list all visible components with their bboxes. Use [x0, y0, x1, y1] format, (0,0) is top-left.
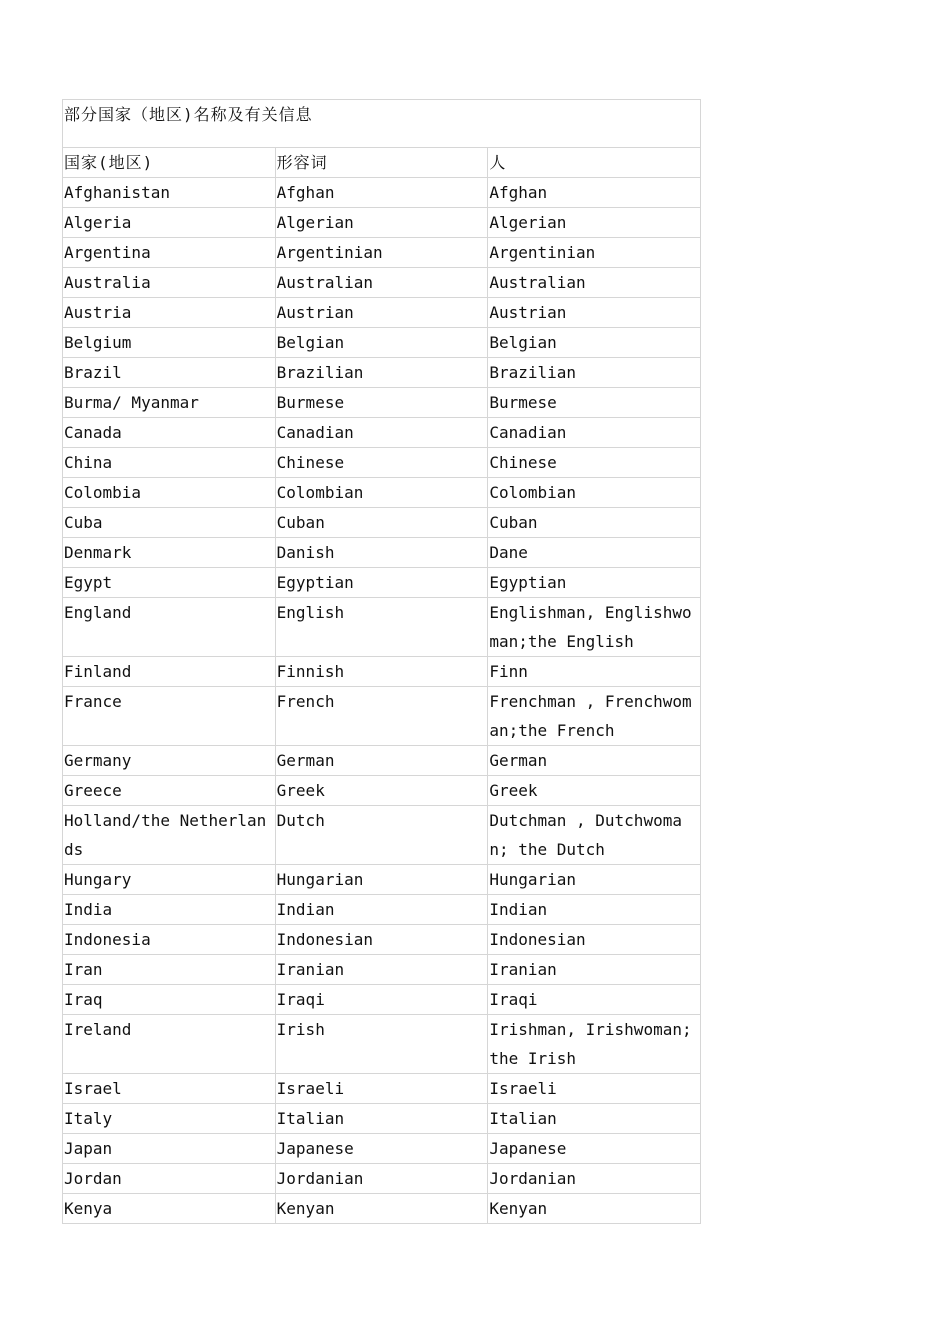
country-cell: Germany	[63, 746, 276, 776]
table-row	[63, 1104, 701, 1134]
adjective-cell: Danish	[275, 538, 488, 568]
table-row	[63, 418, 701, 448]
adjective-cell: Argentinian	[275, 238, 488, 268]
adjective-cell: Jordanian	[275, 1164, 488, 1194]
adjective-cell: Chinese	[275, 448, 488, 478]
adjective-cell: Indonesian	[275, 925, 488, 955]
table-row	[63, 478, 701, 508]
adjective-cell: Algerian	[275, 208, 488, 238]
country-cell: Greece	[63, 776, 276, 806]
country-cell: Finland	[63, 657, 276, 687]
table-row	[63, 955, 701, 985]
country-cell: Italy	[63, 1104, 276, 1134]
country-cell: Holland/the Netherlands	[63, 806, 276, 865]
table-row	[63, 1134, 701, 1164]
adjective-cell: French	[275, 687, 488, 746]
person-cell: Italian	[488, 1104, 701, 1134]
adjective-cell: Austrian	[275, 298, 488, 328]
table-row	[63, 178, 701, 208]
header-row	[63, 148, 701, 178]
person-cell: Austrian	[488, 298, 701, 328]
table-row	[63, 358, 701, 388]
table-row	[63, 268, 701, 298]
person-cell: Cuban	[488, 508, 701, 538]
table-row	[63, 328, 701, 358]
adjective-cell: Cuban	[275, 508, 488, 538]
country-cell: China	[63, 448, 276, 478]
country-cell: France	[63, 687, 276, 746]
person-cell: Irishman, Irishwoman; the Irish	[488, 1015, 701, 1074]
person-cell: Hungarian	[488, 865, 701, 895]
adjective-cell: Iranian	[275, 955, 488, 985]
person-cell: Jordanian	[488, 1164, 701, 1194]
person-cell: Belgian	[488, 328, 701, 358]
person-cell: Japanese	[488, 1134, 701, 1164]
person-cell: Iraqi	[488, 985, 701, 1015]
country-cell: Israel	[63, 1074, 276, 1104]
table-row	[63, 806, 701, 865]
person-cell: Algerian	[488, 208, 701, 238]
adjective-cell: Dutch	[275, 806, 488, 865]
table-row	[63, 865, 701, 895]
adjective-cell: Indian	[275, 895, 488, 925]
person-cell: Iranian	[488, 955, 701, 985]
table-row	[63, 746, 701, 776]
table-row	[63, 776, 701, 806]
adjective-cell: Burmese	[275, 388, 488, 418]
country-cell: Algeria	[63, 208, 276, 238]
adjective-cell: Afghan	[275, 178, 488, 208]
table-row	[63, 508, 701, 538]
person-cell: Indonesian	[488, 925, 701, 955]
person-cell: Afghan	[488, 178, 701, 208]
table-row	[63, 568, 701, 598]
table-row	[63, 238, 701, 268]
table-row	[63, 448, 701, 478]
person-cell: Burmese	[488, 388, 701, 418]
adjective-cell: Italian	[275, 1104, 488, 1134]
person-cell: Finn	[488, 657, 701, 687]
person-cell: Dane	[488, 538, 701, 568]
country-cell: Argentina	[63, 238, 276, 268]
adjective-cell: Iraqi	[275, 985, 488, 1015]
table-row	[63, 925, 701, 955]
adjective-cell: Belgian	[275, 328, 488, 358]
country-table	[62, 99, 701, 1224]
adjective-cell: Egyptian	[275, 568, 488, 598]
person-cell: Kenyan	[488, 1194, 701, 1224]
country-cell: Belgium	[63, 328, 276, 358]
country-cell: Cuba	[63, 508, 276, 538]
country-cell: Denmark	[63, 538, 276, 568]
person-cell: Argentinian	[488, 238, 701, 268]
country-cell: Canada	[63, 418, 276, 448]
adjective-cell: Greek	[275, 776, 488, 806]
person-cell: Greek	[488, 776, 701, 806]
country-cell: India	[63, 895, 276, 925]
adjective-cell: Australian	[275, 268, 488, 298]
country-cell: Brazil	[63, 358, 276, 388]
person-cell: Frenchman , Frenchwoman;the French	[488, 687, 701, 746]
country-cell: Hungary	[63, 865, 276, 895]
person-cell: German	[488, 746, 701, 776]
country-cell: Iraq	[63, 985, 276, 1015]
person-cell: Egyptian	[488, 568, 701, 598]
header-person: 人	[488, 148, 701, 178]
table-row	[63, 1194, 701, 1224]
table-row	[63, 1164, 701, 1194]
adjective-cell: Brazilian	[275, 358, 488, 388]
adjective-cell: Colombian	[275, 478, 488, 508]
country-cell: Colombia	[63, 478, 276, 508]
adjective-cell: Canadian	[275, 418, 488, 448]
table-row	[63, 538, 701, 568]
adjective-cell: Irish	[275, 1015, 488, 1074]
header-adjective: 形容词	[275, 148, 488, 178]
person-cell: Israeli	[488, 1074, 701, 1104]
country-cell: Indonesia	[63, 925, 276, 955]
adjective-cell: English	[275, 598, 488, 657]
adjective-cell: Finnish	[275, 657, 488, 687]
country-cell: Jordan	[63, 1164, 276, 1194]
person-cell: Colombian	[488, 478, 701, 508]
person-cell: Chinese	[488, 448, 701, 478]
person-cell: Australian	[488, 268, 701, 298]
table-row	[63, 1074, 701, 1104]
table-row	[63, 687, 701, 746]
adjective-cell: Hungarian	[275, 865, 488, 895]
table-title: 部分国家（地区)名称及有关信息	[63, 100, 701, 148]
adjective-cell: German	[275, 746, 488, 776]
country-cell: Kenya	[63, 1194, 276, 1224]
person-cell: Canadian	[488, 418, 701, 448]
adjective-cell: Israeli	[275, 1074, 488, 1104]
country-cell: Egypt	[63, 568, 276, 598]
table-row	[63, 598, 701, 657]
table-row	[63, 388, 701, 418]
country-cell: Australia	[63, 268, 276, 298]
country-cell: Japan	[63, 1134, 276, 1164]
table-row	[63, 1015, 701, 1074]
adjective-cell: Japanese	[275, 1134, 488, 1164]
country-cell: Afghanistan	[63, 178, 276, 208]
country-cell: Ireland	[63, 1015, 276, 1074]
table-row	[63, 657, 701, 687]
country-cell: England	[63, 598, 276, 657]
person-cell: Brazilian	[488, 358, 701, 388]
table-row	[63, 985, 701, 1015]
table-row	[63, 208, 701, 238]
person-cell: Englishman, Englishwoman;the English	[488, 598, 701, 657]
country-cell: Iran	[63, 955, 276, 985]
country-cell: Austria	[63, 298, 276, 328]
person-cell: Indian	[488, 895, 701, 925]
table-row	[63, 895, 701, 925]
table-row	[63, 298, 701, 328]
country-cell: Burma/ Myanmar	[63, 388, 276, 418]
header-country: 国家(地区)	[63, 148, 276, 178]
person-cell: Dutchman , Dutchwoman; the Dutch	[488, 806, 701, 865]
title-row	[63, 100, 701, 148]
adjective-cell: Kenyan	[275, 1194, 488, 1224]
